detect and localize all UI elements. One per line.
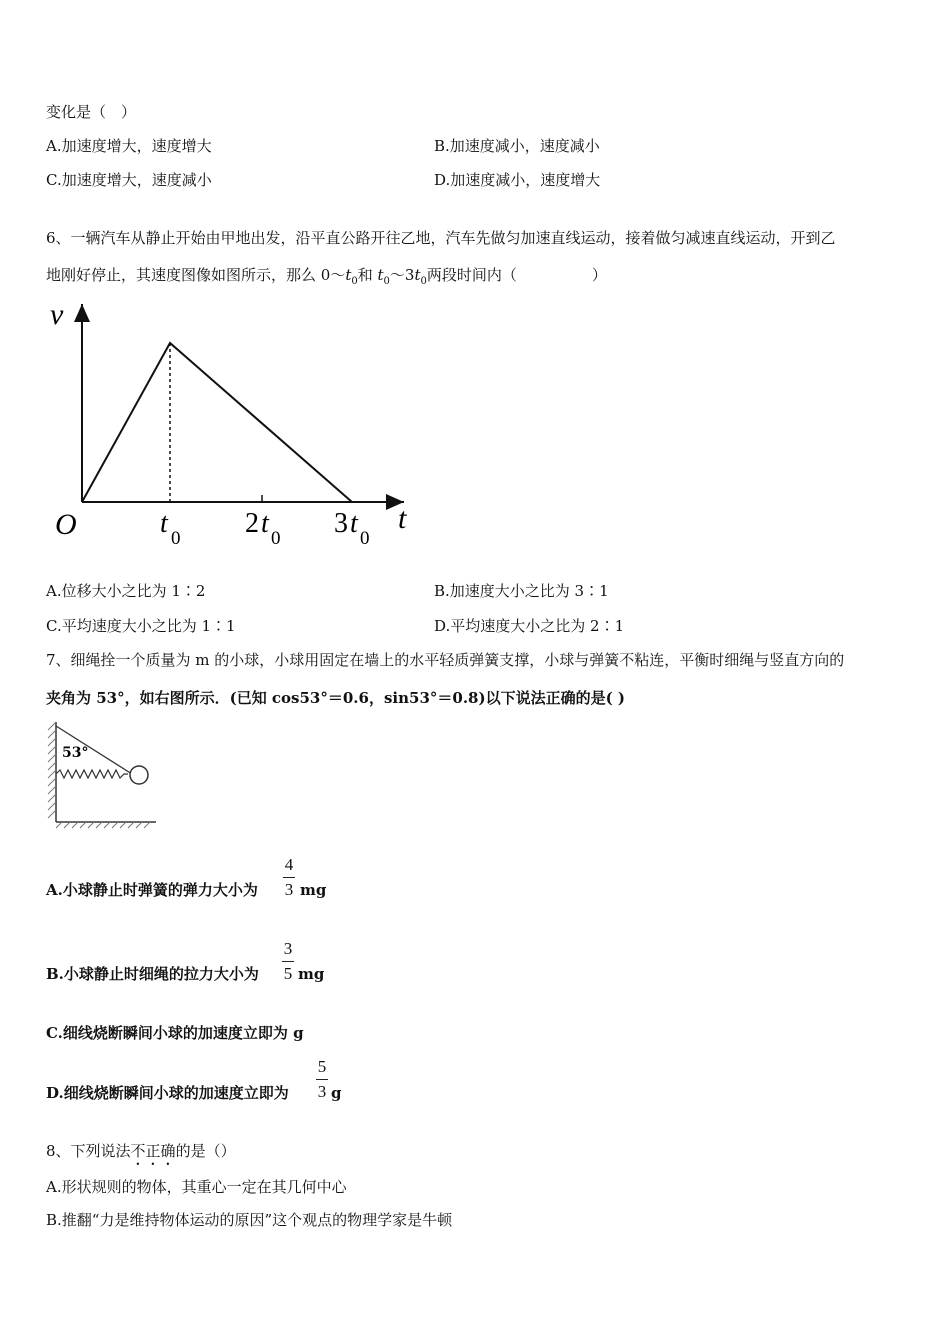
tick-label-2t0: t <box>261 508 269 539</box>
q5-option-d[interactable]: D.加速度减小，速度增大 <box>434 171 601 189</box>
q6-stem-line1: 6、一辆汽车从静止开始由甲地出发，沿平直公路开往乙地，汽车先做匀加速直线运动，接着做匀减速直线运动，开到乙 <box>46 229 836 247</box>
tick-label-3t0-coef: 3 <box>334 508 348 539</box>
q7-option-a[interactable]: A.小球静止时弹簧的弹力大小为 <box>46 881 258 899</box>
q8-option-b[interactable]: B.推翻“力是维持物体运动的原因”这个观点的物理学家是牛顿 <box>46 1211 453 1229</box>
spring <box>56 770 128 778</box>
q7-a-unit: mg <box>300 881 327 899</box>
q7-option-b[interactable]: B.小球静止时细绳的拉力大小为 <box>46 965 259 983</box>
spring-ball-figure <box>44 718 164 834</box>
q5-option-c[interactable]: C.加速度增大，速度减小 <box>46 171 212 189</box>
q7-d-denominator: 3 <box>317 1082 327 1101</box>
q8-emphasis: 不正确 <box>130 1142 176 1160</box>
tick-label-3t0-sub: 0 <box>360 528 370 549</box>
q6-option-c[interactable]: C.平均速度大小之比为 1∶1 <box>46 617 236 635</box>
q6-option-d[interactable]: D.平均速度大小之比为 2∶1 <box>434 617 625 635</box>
tick-label-2t0-coef: 2 <box>245 508 259 539</box>
q7-stem-line2: 夹角为 53°，如右图所示．(已知 cos53°＝0.6，sin53°＝0.8)以下说法正确的是( ) <box>46 689 626 707</box>
q7-option-d[interactable]: D.细线烧断瞬间小球的加速度立即为 <box>46 1084 289 1102</box>
velocity-time-graph <box>40 292 430 562</box>
q5-stem-tail: 变化是（ ） <box>46 103 137 121</box>
ball <box>130 766 148 784</box>
tick-label-2t0-sub: 0 <box>271 528 281 549</box>
v-axis-label: v <box>50 298 64 331</box>
q6-stem-line2: 地刚好停止，其速度图像如图所示，那么 $0\sim t_0$和 $t_0\sim 3t_0$两段时间内（ ） <box>46 266 607 287</box>
q7-a-fraction-bar <box>283 877 295 878</box>
q6-option-b[interactable]: B.加速度大小之比为 3∶1 <box>434 582 609 600</box>
velocity-line <box>82 343 352 502</box>
q7-b-denominator: 5 <box>283 964 293 983</box>
origin-label: O <box>55 508 77 541</box>
q7-a-denominator: 3 <box>284 880 294 899</box>
tick-label-t0-sub: 0 <box>171 528 181 549</box>
q7-b-unit: mg <box>298 965 325 983</box>
q7-b-fraction-bar <box>282 961 294 962</box>
tick-label-t0: t <box>160 508 168 539</box>
tick-label-3t0: t <box>350 508 358 539</box>
t-axis-label: t <box>398 502 407 535</box>
q8-option-a[interactable]: A.形状规则的物体，其重心一定在其几何中心 <box>46 1178 347 1196</box>
q7-a-numerator: 4 <box>284 855 294 874</box>
q7-d-fraction-bar <box>316 1079 328 1080</box>
q7-option-c[interactable]: C.细线烧断瞬间小球的加速度立即为 g <box>46 1024 304 1042</box>
q7-d-numerator: 5 <box>317 1057 327 1076</box>
q8-stem: 8、下列说法不正确的是（） <box>46 1142 236 1160</box>
q7-b-numerator: 3 <box>283 939 293 958</box>
q5-option-b[interactable]: B.加速度减小，速度减小 <box>434 137 600 155</box>
angle-label: 53° <box>62 745 89 761</box>
q6-option-a[interactable]: A.位移大小之比为 1∶2 <box>46 582 206 600</box>
q7-d-unit: g <box>331 1084 342 1102</box>
q7-stem-line1: 7、细绳拴一个质量为 m 的小球，小球用固定在墙上的水平轻质弹簧支撑，小球与弹簧不粘连，平衡时细绳与竖直方向的 <box>46 651 845 669</box>
q5-option-a[interactable]: A.加速度增大，速度增大 <box>46 137 212 155</box>
